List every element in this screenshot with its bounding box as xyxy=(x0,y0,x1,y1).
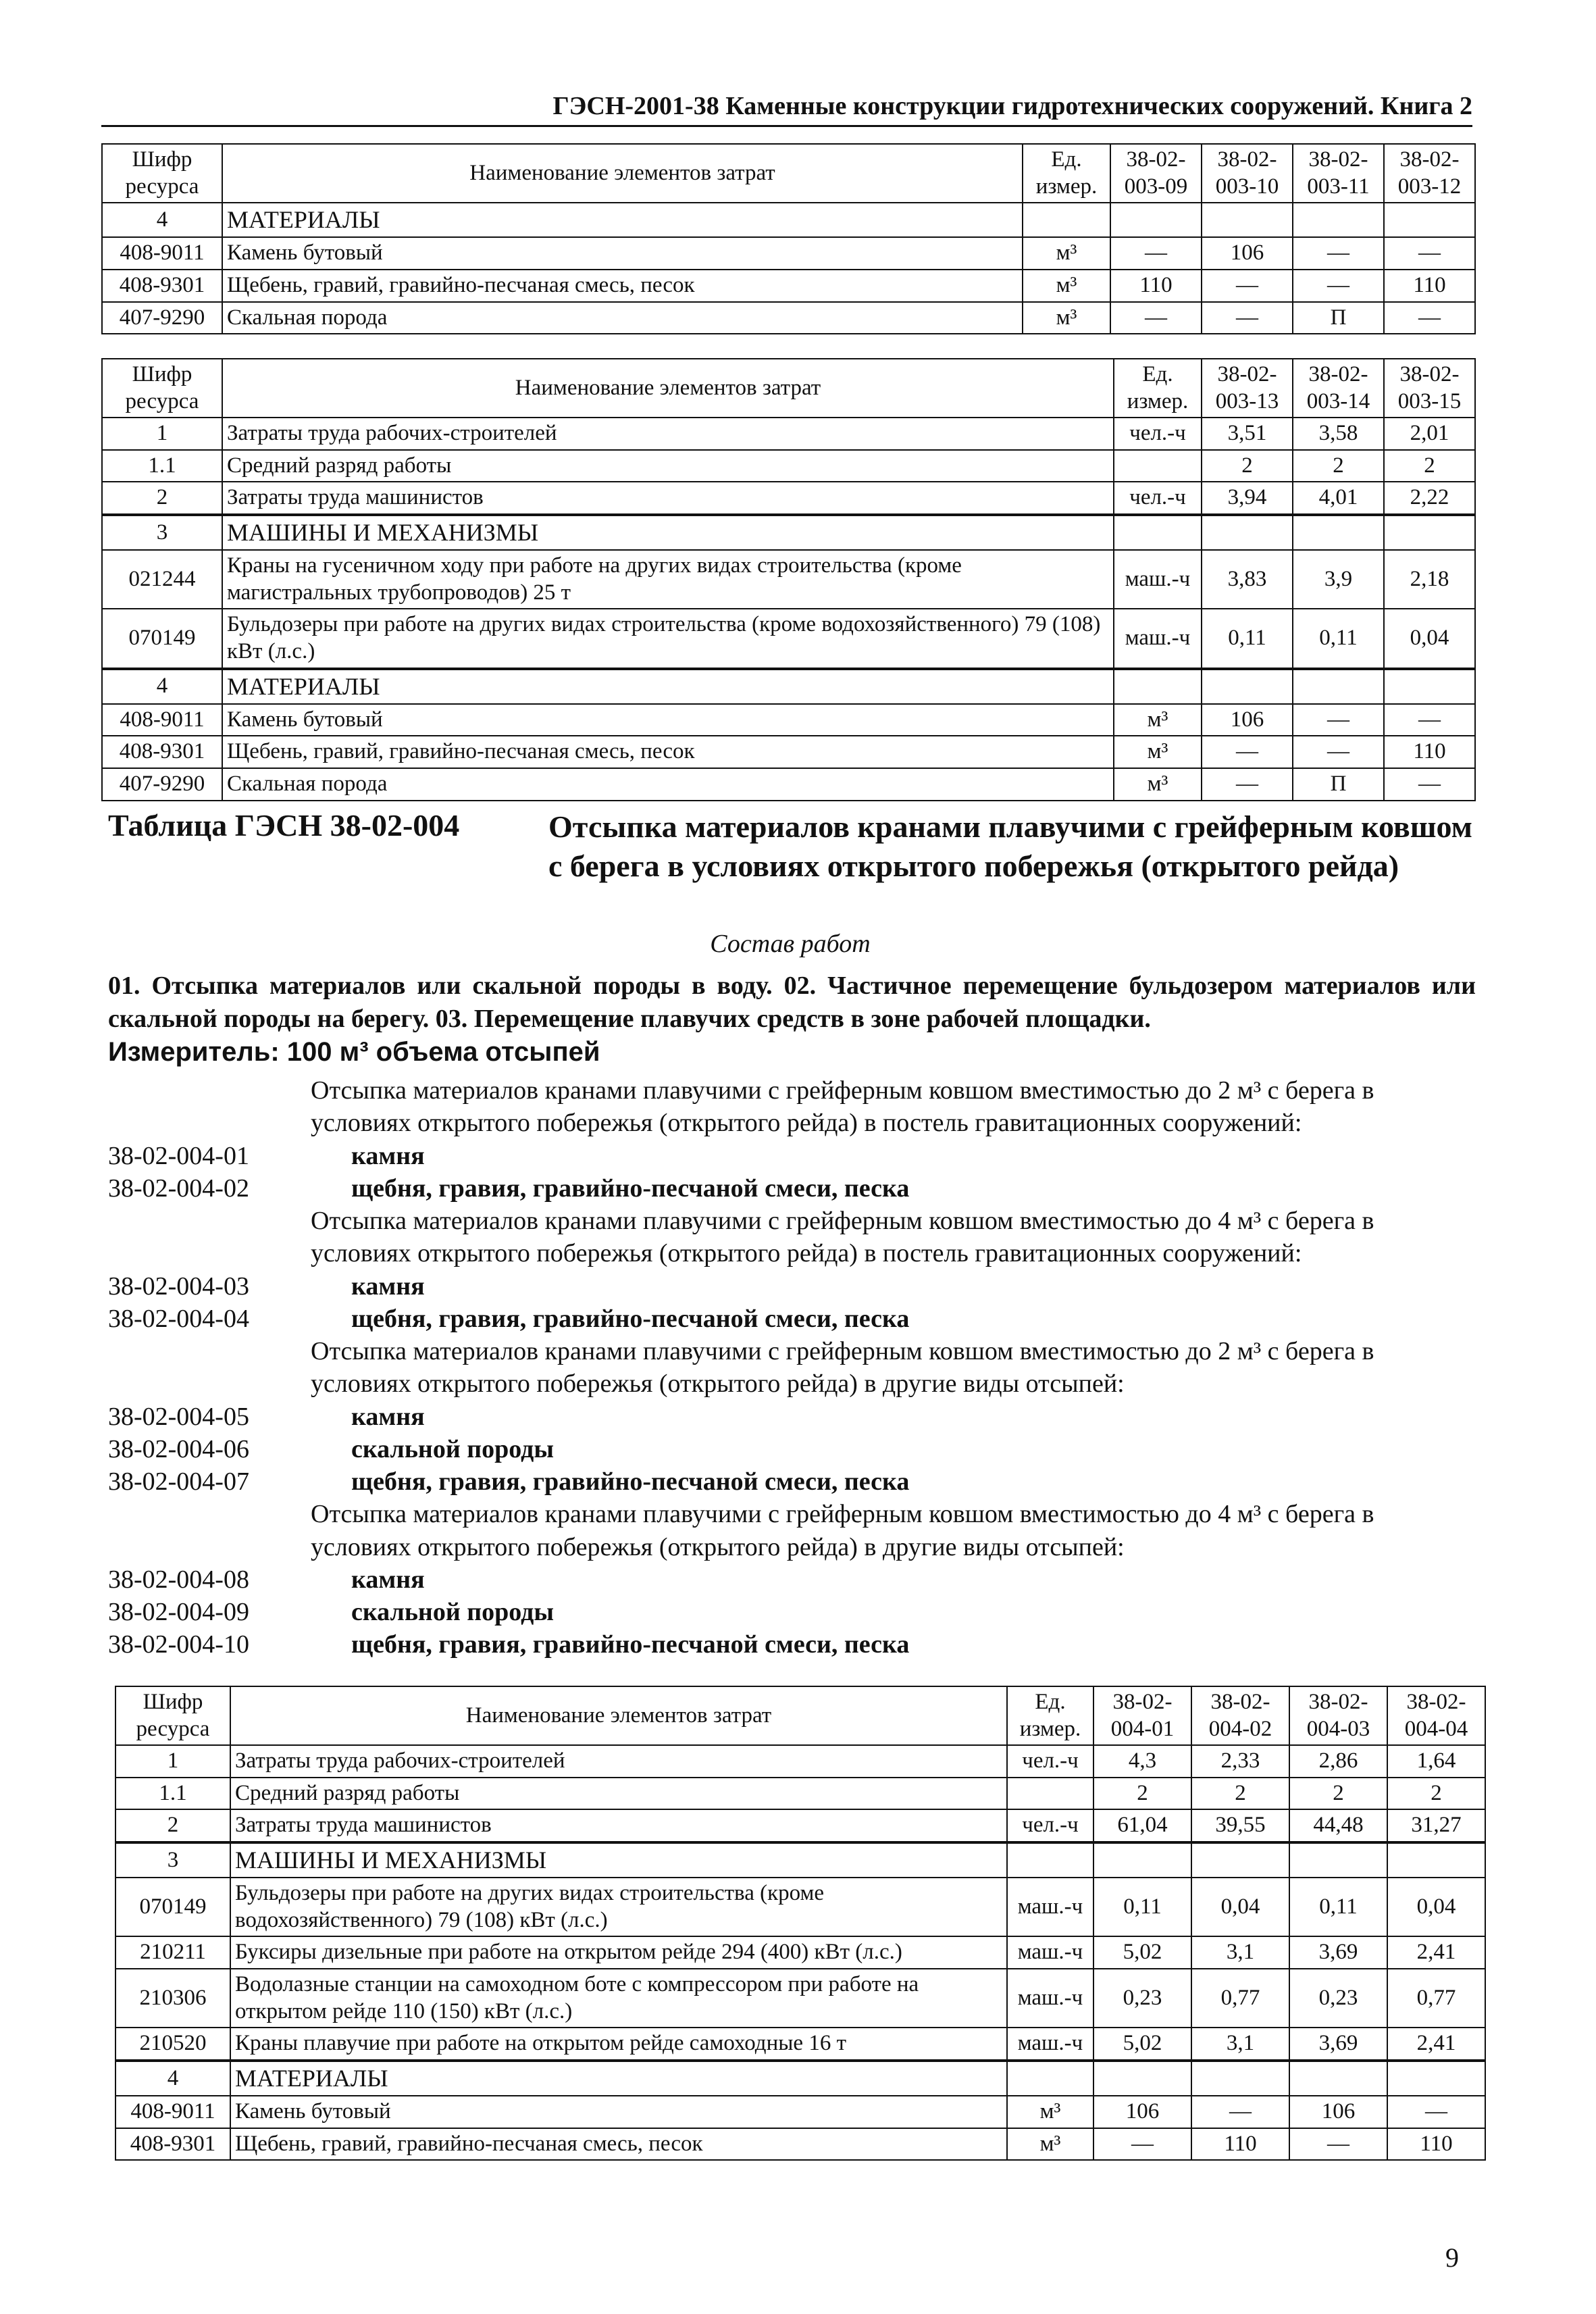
table-row xyxy=(115,2096,1485,2128)
resource-table-38-02-004-01-04 xyxy=(115,1686,1486,2161)
section-row xyxy=(115,1842,1485,1878)
value-cell: 4,3 xyxy=(1093,1745,1191,1778)
col-name-header: Наименование элементов затрат xyxy=(222,144,1023,203)
value-cell: — xyxy=(1384,302,1475,334)
norm-item xyxy=(108,1401,1479,1433)
resource-name: Буксиры дизельные при работе на открытом рейде 294 (400) кВт (л.с.) xyxy=(230,1936,1007,1969)
unit-cell xyxy=(1114,450,1202,482)
value-cell: 3,69 xyxy=(1289,1936,1387,1969)
resource-name: Краны на гусеничном ходу при работе на других видах строительства (кроме магистральных трубопроводов) 25 т xyxy=(222,550,1114,609)
value-cell: — xyxy=(1093,2128,1191,2161)
resource-code: 407-9290 xyxy=(102,768,222,801)
col-name-header: Наименование элементов затрат xyxy=(222,359,1114,418)
unit-cell: чел.-ч xyxy=(1007,1809,1093,1842)
norm-code: 38-02-004-10 xyxy=(108,1630,249,1659)
resource-name: Краны плавучие при работе на открытом рейде самоходные 16 т xyxy=(230,2028,1007,2061)
table-row xyxy=(102,418,1475,450)
value-cell: 0,04 xyxy=(1384,609,1475,668)
resource-name: Средний разряд работы xyxy=(230,1778,1007,1810)
value-cell xyxy=(1202,515,1293,550)
resource-code: 2 xyxy=(115,1809,230,1842)
col-code-header: Шифр ресурса xyxy=(115,1686,230,1745)
resource-name: Средний разряд работы xyxy=(222,450,1114,482)
table-row xyxy=(102,609,1475,668)
norm-code: 38-02-004-07 xyxy=(108,1467,249,1496)
unit-cell xyxy=(1023,203,1110,237)
group-description: Отсыпка материалов кранами плавучими с грейферным ковшом вместимостью до 2 м³ с берега в условиях открытого побережья (открытого рейда) в постель гравитационных сооружений: xyxy=(311,1076,1374,1138)
norm-item xyxy=(108,1465,1479,1498)
resource-code: 408-9301 xyxy=(115,2128,230,2161)
value-cell: 0,04 xyxy=(1191,1878,1289,1936)
resource-code: 210306 xyxy=(115,1969,230,2028)
unit-cell xyxy=(1007,1778,1093,1810)
value-cell: 0,11 xyxy=(1093,1878,1191,1936)
resource-name: Щебень, гравий, гравийно-песчаная смесь, песок xyxy=(222,736,1114,768)
value-cell: 2 xyxy=(1387,1778,1485,1810)
resource-code: 1.1 xyxy=(102,450,222,482)
value-cell: 2 xyxy=(1293,450,1384,482)
resource-code: 070149 xyxy=(115,1878,230,1936)
col-norm-header: 38-02-003-09 xyxy=(1110,144,1202,203)
value-cell: П xyxy=(1293,768,1384,801)
value-cell: — xyxy=(1289,2128,1387,2161)
value-cell: 0,11 xyxy=(1289,1878,1387,1936)
value-cell: 5,02 xyxy=(1093,1936,1191,1969)
value-cell xyxy=(1191,1842,1289,1878)
col-name-header: Наименование элементов затрат xyxy=(230,1686,1007,1745)
unit-cell: м³ xyxy=(1114,736,1202,768)
resource-code: 407-9290 xyxy=(102,302,222,334)
norm-item xyxy=(108,1433,1479,1465)
norm-name: щебня, гравия, гравийно-песчаной смеси, песка xyxy=(351,1630,910,1659)
table-label: Таблица ГЭСН 38-02-004 xyxy=(108,808,460,842)
norm-name: щебня, гравия, гравийно-песчаной смеси, песка xyxy=(351,1174,910,1203)
resource-code: 4 xyxy=(102,669,222,704)
norm-code: 38-02-004-08 xyxy=(108,1565,249,1594)
section-row xyxy=(115,2061,1485,2096)
col-unit-header: Ед. измер. xyxy=(1023,144,1110,203)
value-cell xyxy=(1384,515,1475,550)
resource-code: 070149 xyxy=(102,609,222,668)
resource-name: Щебень, гравий, гравийно-песчаная смесь, песок xyxy=(230,2128,1007,2161)
col-norm-header: 38-02-003-11 xyxy=(1293,144,1384,203)
table-title: Отсыпка материалов кранами плавучими с грейферным ковшом с берега в условиях открытого побережья (открытого рейда) xyxy=(548,809,1472,883)
value-cell xyxy=(1202,203,1293,237)
resource-name: Камень бутовый xyxy=(230,2096,1007,2128)
group-description: Отсыпка материалов кранами плавучими с грейферным ковшом вместимостью до 2 м³ с берега в условиях открытого побережья (открытого рейда) в другие виды отсыпей: xyxy=(311,1337,1374,1399)
norm-code: 38-02-004-03 xyxy=(108,1272,249,1301)
table-row xyxy=(115,1745,1485,1778)
works-description: 01. Отсыпка материалов или скальной породы в воду. 02. Частичное перемещение бульдозером материалов или скальной породы на берегу. 03. Перемещение плавучих средств в зоне рабочей площадки. xyxy=(108,972,1476,1034)
value-cell: 2,33 xyxy=(1191,1745,1289,1778)
norm-items-list xyxy=(108,1074,1479,1661)
table-row xyxy=(102,768,1475,801)
value-cell: 0,23 xyxy=(1093,1969,1191,2028)
table-row xyxy=(102,302,1475,334)
value-cell: — xyxy=(1202,736,1293,768)
norm-code: 38-02-004-09 xyxy=(108,1598,249,1626)
table-row xyxy=(115,2028,1485,2061)
value-cell: 3,83 xyxy=(1202,550,1293,609)
value-cell: 110 xyxy=(1110,270,1202,302)
resource-code: 021244 xyxy=(102,550,222,609)
resource-code: 210211 xyxy=(115,1936,230,1969)
norm-code: 38-02-004-01 xyxy=(108,1141,249,1170)
resource-code: 4 xyxy=(102,203,222,237)
resource-code: 3 xyxy=(115,1842,230,1878)
unit-cell: чел.-ч xyxy=(1007,1745,1093,1778)
value-cell xyxy=(1289,2061,1387,2096)
unit-cell: м³ xyxy=(1023,270,1110,302)
resource-code: 1.1 xyxy=(115,1778,230,1810)
unit-cell: м³ xyxy=(1023,302,1110,334)
col-norm-header: 38-02-003-13 xyxy=(1202,359,1293,418)
norm-code: 38-02-004-06 xyxy=(108,1434,249,1463)
value-cell: — xyxy=(1110,237,1202,270)
value-cell: — xyxy=(1293,704,1384,736)
norm-item xyxy=(108,1303,1479,1335)
norm-item xyxy=(108,1563,1479,1596)
norm-name: скальной породы xyxy=(351,1434,555,1463)
resource-name: Камень бутовый xyxy=(222,237,1023,270)
value-cell: — xyxy=(1387,2096,1485,2128)
value-cell: 3,51 xyxy=(1202,418,1293,450)
value-cell xyxy=(1384,669,1475,704)
norm-item xyxy=(108,1172,1479,1205)
section-heading: МАШИНЫ И МЕХАНИЗМЫ xyxy=(230,1842,1007,1878)
norm-item xyxy=(108,1596,1479,1628)
unit-cell: маш.-ч xyxy=(1114,609,1202,668)
resource-code: 2 xyxy=(102,482,222,515)
value-cell: 2,18 xyxy=(1384,550,1475,609)
resource-name: Скальная порода xyxy=(222,302,1023,334)
resource-name: Водолазные станции на самоходном боте с компрессором при работе на открытом рейде 110 (150) кВт (л.с.) xyxy=(230,1969,1007,2028)
value-cell: 3,1 xyxy=(1191,1936,1289,1969)
table-row xyxy=(102,450,1475,482)
value-cell: 3,1 xyxy=(1191,2028,1289,2061)
resource-table-38-02-003-13-15 xyxy=(101,358,1476,801)
unit-cell: маш.-ч xyxy=(1007,1936,1093,1969)
col-norm-header: 38-02-003-12 xyxy=(1384,144,1475,203)
value-cell: 2 xyxy=(1384,450,1475,482)
value-cell: 2,86 xyxy=(1289,1745,1387,1778)
value-cell xyxy=(1110,203,1202,237)
norm-name: камня xyxy=(351,1272,425,1301)
norm-name: щебня, гравия, гравийно-песчаной смеси, песка xyxy=(351,1304,910,1333)
group-description: Отсыпка материалов кранами плавучими с грейферным ковшом вместимостью до 4 м³ с берега в условиях открытого побережья (открытого рейда) в постель гравитационных сооружений: xyxy=(311,1207,1374,1268)
value-cell: 3,69 xyxy=(1289,2028,1387,2061)
value-cell: 0,11 xyxy=(1202,609,1293,668)
value-cell: 106 xyxy=(1093,2096,1191,2128)
value-cell: 0,77 xyxy=(1387,1969,1485,2028)
value-cell xyxy=(1293,669,1384,704)
value-cell: 2 xyxy=(1191,1778,1289,1810)
value-cell xyxy=(1202,669,1293,704)
value-cell: 0,23 xyxy=(1289,1969,1387,2028)
unit-cell: маш.-ч xyxy=(1007,2028,1093,2061)
resource-name: Камень бутовый xyxy=(222,704,1114,736)
value-cell: 2 xyxy=(1289,1778,1387,1810)
resource-name: Скальная порода xyxy=(222,768,1114,801)
resource-name: Затраты труда машинистов xyxy=(230,1809,1007,1842)
unit-cell: м³ xyxy=(1114,704,1202,736)
value-cell: — xyxy=(1384,237,1475,270)
section-heading: МАТЕРИАЛЫ xyxy=(222,203,1023,237)
value-cell: — xyxy=(1293,270,1384,302)
value-cell: 110 xyxy=(1191,2128,1289,2161)
unit-cell: м³ xyxy=(1007,2128,1093,2161)
value-cell xyxy=(1387,2061,1485,2096)
unit-cell: м³ xyxy=(1114,768,1202,801)
norm-name: камня xyxy=(351,1141,425,1170)
unit-cell xyxy=(1114,515,1202,550)
unit-cell xyxy=(1114,669,1202,704)
section-row xyxy=(102,203,1475,237)
resource-name: Затраты труда машинистов xyxy=(222,482,1114,515)
col-norm-header: 38-02-004-01 xyxy=(1093,1686,1191,1745)
value-cell: 5,02 xyxy=(1093,2028,1191,2061)
resource-name: Затраты труда рабочих-строителей xyxy=(222,418,1114,450)
value-cell: 0,11 xyxy=(1293,609,1384,668)
value-cell: 31,27 xyxy=(1387,1809,1485,1842)
value-cell: — xyxy=(1384,768,1475,801)
resource-code: 3 xyxy=(102,515,222,550)
norm-item xyxy=(108,1270,1479,1303)
value-cell: 61,04 xyxy=(1093,1809,1191,1842)
col-code-header: Шифр ресурса xyxy=(102,144,222,203)
resource-table-38-02-003-09-12 xyxy=(101,143,1476,334)
value-cell xyxy=(1387,1842,1485,1878)
resource-name: Бульдозеры при работе на других видах строительства (кроме водохозяйственного) 79 (108) кВт (л.с.) xyxy=(222,609,1114,668)
resource-name: Затраты труда рабочих-строителей xyxy=(230,1745,1007,1778)
value-cell: — xyxy=(1191,2096,1289,2128)
col-code-header: Шифр ресурса xyxy=(102,359,222,418)
value-cell: 106 xyxy=(1202,704,1293,736)
resource-code: 1 xyxy=(102,418,222,450)
table-row xyxy=(115,2128,1485,2161)
table-row xyxy=(115,1878,1485,1936)
header-row xyxy=(115,1686,1485,1745)
norm-code: 38-02-004-05 xyxy=(108,1402,249,1431)
value-cell: 39,55 xyxy=(1191,1809,1289,1842)
resource-name: Щебень, гравий, гравийно-песчаная смесь, песок xyxy=(222,270,1023,302)
section-heading: МАШИНЫ И МЕХАНИЗМЫ xyxy=(222,515,1114,550)
norm-item xyxy=(108,1628,1479,1661)
value-cell: 2,41 xyxy=(1387,1936,1485,1969)
table-row xyxy=(115,1936,1485,1969)
value-cell: 106 xyxy=(1289,2096,1387,2128)
col-unit-header: Ед. измер. xyxy=(1114,359,1202,418)
header-row xyxy=(102,144,1475,203)
value-cell: 3,94 xyxy=(1202,482,1293,515)
table-row xyxy=(102,237,1475,270)
section-heading: МАТЕРИАЛЫ xyxy=(222,669,1114,704)
value-cell: — xyxy=(1384,704,1475,736)
table-row xyxy=(115,1778,1485,1810)
value-cell: — xyxy=(1293,237,1384,270)
norm-name: щебня, гравия, гравийно-песчаной смеси, песка xyxy=(351,1467,910,1496)
resource-name: Бульдозеры при работе на других видах строительства (кроме водохозяйственного) 79 (108) кВт (л.с.) xyxy=(230,1878,1007,1936)
unit-cell: м³ xyxy=(1023,237,1110,270)
unit-cell: м³ xyxy=(1007,2096,1093,2128)
header-row xyxy=(102,359,1475,418)
col-norm-header: 38-02-004-04 xyxy=(1387,1686,1485,1745)
value-cell: 44,48 xyxy=(1289,1809,1387,1842)
resource-code: 408-9301 xyxy=(102,270,222,302)
group-description: Отсыпка материалов кранами плавучими с грейферным ковшом вместимостью до 4 м³ с берега в условиях открытого побережья (открытого рейда) в другие виды отсыпей: xyxy=(311,1500,1374,1561)
value-cell: 110 xyxy=(1384,270,1475,302)
value-cell: 0,04 xyxy=(1387,1878,1485,1936)
value-cell: П xyxy=(1293,302,1384,334)
meter-line: Измеритель: 100 м³ объема отсыпей xyxy=(108,1037,600,1067)
value-cell: 2,41 xyxy=(1387,2028,1485,2061)
table-row xyxy=(102,704,1475,736)
value-cell: 4,01 xyxy=(1293,482,1384,515)
col-unit-header: Ед. измер. xyxy=(1007,1686,1093,1745)
value-cell xyxy=(1093,2061,1191,2096)
norm-code: 38-02-004-02 xyxy=(108,1174,249,1203)
value-cell: 110 xyxy=(1387,2128,1485,2161)
section-heading: МАТЕРИАЛЫ xyxy=(230,2061,1007,2096)
value-cell: 3,9 xyxy=(1293,550,1384,609)
table-row xyxy=(115,1809,1485,1842)
resource-code: 408-9011 xyxy=(115,2096,230,2128)
col-norm-header: 38-02-003-15 xyxy=(1384,359,1475,418)
norm-name: камня xyxy=(351,1402,425,1431)
value-cell: — xyxy=(1202,302,1293,334)
resource-code: 210520 xyxy=(115,2028,230,2061)
resource-code: 4 xyxy=(115,2061,230,2096)
sostav-rabot-label: Состав работ xyxy=(710,930,871,958)
value-cell: 2,22 xyxy=(1384,482,1475,515)
unit-cell: чел.-ч xyxy=(1114,418,1202,450)
resource-code: 1 xyxy=(115,1745,230,1778)
value-cell: 110 xyxy=(1384,736,1475,768)
unit-cell: чел.-ч xyxy=(1114,482,1202,515)
page-number: 9 xyxy=(1445,2242,1459,2273)
unit-cell xyxy=(1007,2061,1093,2096)
resource-code: 408-9011 xyxy=(102,237,222,270)
value-cell: 1,64 xyxy=(1387,1745,1485,1778)
value-cell: 2 xyxy=(1202,450,1293,482)
value-cell: 2,01 xyxy=(1384,418,1475,450)
unit-cell xyxy=(1007,1842,1093,1878)
value-cell xyxy=(1384,203,1475,237)
value-cell: — xyxy=(1202,270,1293,302)
resource-code: 408-9011 xyxy=(102,704,222,736)
table-row xyxy=(102,270,1475,302)
table-row xyxy=(102,482,1475,515)
value-cell xyxy=(1293,515,1384,550)
value-cell xyxy=(1293,203,1384,237)
value-cell xyxy=(1289,1842,1387,1878)
col-norm-header: 38-02-003-10 xyxy=(1202,144,1293,203)
col-norm-header: 38-02-003-14 xyxy=(1293,359,1384,418)
norm-name: камня xyxy=(351,1565,425,1594)
col-norm-header: 38-02-004-02 xyxy=(1191,1686,1289,1745)
section-row xyxy=(102,669,1475,704)
col-norm-header: 38-02-004-03 xyxy=(1289,1686,1387,1745)
unit-cell: маш.-ч xyxy=(1007,1878,1093,1936)
norm-name: скальной породы xyxy=(351,1598,555,1626)
table-row xyxy=(102,736,1475,768)
value-cell xyxy=(1191,2061,1289,2096)
value-cell: 3,58 xyxy=(1293,418,1384,450)
value-cell: — xyxy=(1110,302,1202,334)
value-cell: 0,77 xyxy=(1191,1969,1289,2028)
value-cell: — xyxy=(1202,768,1293,801)
value-cell: 106 xyxy=(1202,237,1293,270)
value-cell xyxy=(1093,1842,1191,1878)
section-row xyxy=(102,515,1475,550)
resource-code: 408-9301 xyxy=(102,736,222,768)
running-header: ГЭСН-2001-38 Каменные конструкции гидротехнических сооружений. Книга 2 xyxy=(101,91,1472,127)
unit-cell: маш.-ч xyxy=(1007,1969,1093,2028)
norm-code: 38-02-004-04 xyxy=(108,1304,249,1333)
table-row xyxy=(102,550,1475,609)
table-row xyxy=(115,1969,1485,2028)
value-cell: 2 xyxy=(1093,1778,1191,1810)
value-cell: — xyxy=(1293,736,1384,768)
unit-cell: маш.-ч xyxy=(1114,550,1202,609)
norm-item xyxy=(108,1140,1479,1172)
